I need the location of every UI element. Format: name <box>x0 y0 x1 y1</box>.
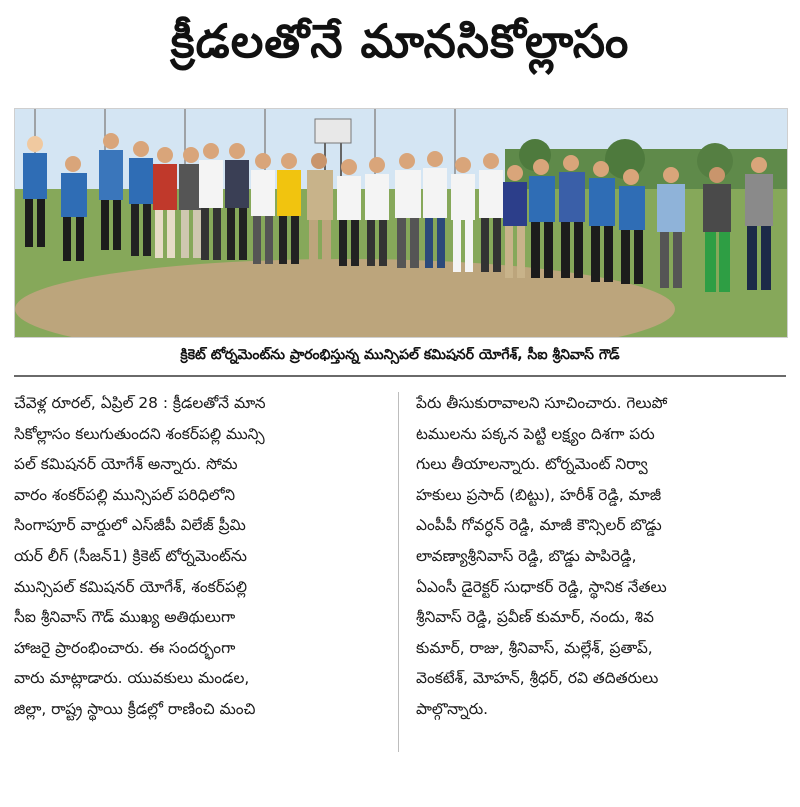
article-line: వెంకటేశ్, మోహన్, శ్రీధర్, రవి తదితరులు <box>416 669 659 688</box>
article-line: టములను పక్కన పెట్టి లక్ష్యం దిశగా పరు <box>416 424 655 443</box>
news-photo <box>14 108 788 338</box>
article-line: సీఐ శ్రీనివాస్ గౌడ్ ముఖ్య అతిథులుగా <box>14 608 236 627</box>
article-line: వారం శంకర్‌పల్లి మున్సిపల్ పరిధిలోని <box>14 485 236 504</box>
article-column-left <box>14 388 384 725</box>
article-line: పేరు తీసుకురావాలని సూచించారు. గెలుపో <box>416 394 668 412</box>
article-line: మున్సిపల్ కమిషనర్ యోగేశ్, శంకర్‌పల్లి <box>14 577 248 596</box>
column-divider <box>398 392 399 752</box>
headline: క్రీడలతోనే మానసికోల్లాసం <box>170 14 630 68</box>
article-line: జిల్లా, రాష్ట్ర స్థాయి క్రీడల్లో రాణించి మంచి <box>14 699 256 718</box>
article-column-right <box>416 388 788 725</box>
article-line: శ్రీనివాస్ రెడ్డి, ప్రవీణ్ కుమార్, నందు, శివ <box>416 608 654 627</box>
article-line: సింగాపూర్ వార్డులో ఎస్‌జీపీ విలేజ్ ప్రీమి <box>14 516 246 535</box>
article-line: యర్ లీగ్ (సీజన్1) క్రికెట్ టోర్నమెంట్‌ను <box>14 546 247 565</box>
article-line: హాజరై ప్రారంభించారు. ఈ సందర్భంగా <box>14 638 236 657</box>
article-line: వారు మాట్లాడారు. యువకులు మండల, <box>14 669 250 688</box>
article-line: ఎంపీపీ గోవర్ధన్ రెడ్డి, మాజీ కౌన్సిలర్ బొడ్డు <box>416 516 662 535</box>
article-line: లావణ్యాశ్రీనివాస్ రెడ్డి, బొడ్డు పాపిరెడ్డి, <box>416 546 637 565</box>
article-line: గులు తీయాలన్నారు. టోర్నమెంట్ నిర్వా <box>416 455 648 474</box>
article-line: హకులు ప్రసాద్ (బిట్టు), హరీశ్ రెడ్డి, మాజీ <box>416 485 662 504</box>
photo-caption: క్రికెట్ టోర్నమెంట్‌ను ప్రారంభిస్తున్న మున్సిపల్ కమిషనర్ యోగేశ్, సీఐ శ్రీనివాస్ గౌడ్ <box>180 347 620 363</box>
article-line: ఏఎంసీ డైరెక్టర్ సుధాకర్ రెడ్డి, స్థానిక నేతలు <box>416 577 667 596</box>
article-line: పాల్గొన్నారు. <box>416 699 489 718</box>
divider-rule <box>14 375 786 377</box>
article-line: పల్ కమిషనర్ యోగేశ్ అన్నారు. సోమ <box>14 455 238 474</box>
article-line: సికోల్లాసం కలుగుతుందని శంకర్‌పల్లి మున్సి <box>14 424 265 443</box>
article-line: కుమార్, రాజు, శ్రీనివాస్, మల్లేశ్, ప్రతాప్, <box>416 638 653 657</box>
article-line: చేవెళ్ల రూరల్, ఏప్రిల్ 28 : క్రీడలతోనే మాన <box>14 394 266 412</box>
